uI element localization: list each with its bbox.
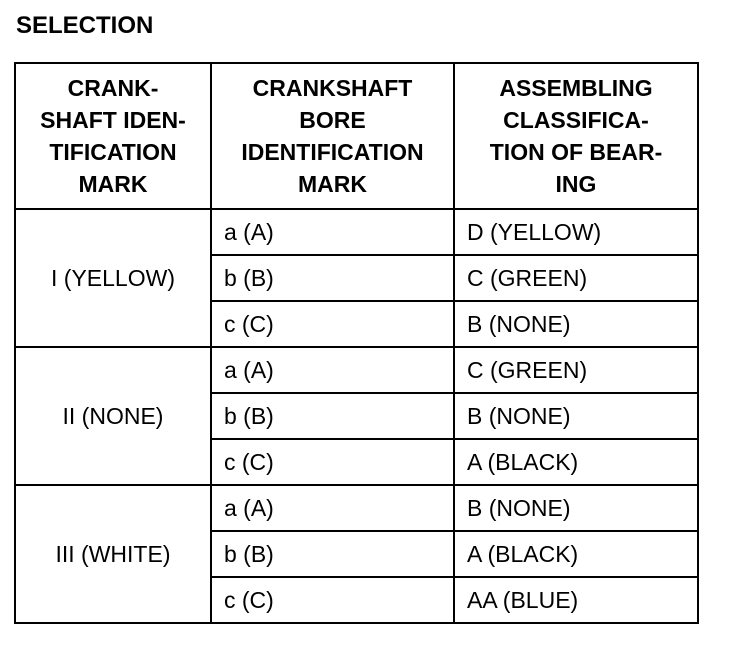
header-line: ASSEMBLING	[499, 75, 653, 101]
bearing-class-cell: D (YELLOW)	[454, 209, 698, 255]
bore-mark-cell: b (B)	[211, 255, 454, 301]
bearing-class-cell: C (GREEN)	[454, 255, 698, 301]
header-line: CRANK-	[67, 75, 159, 101]
bearing-class-cell: A (BLACK)	[454, 531, 698, 577]
table-row	[15, 347, 698, 393]
bore-mark-cell: a (A)	[211, 347, 454, 393]
table-row	[15, 209, 698, 255]
page-title: SELECTION	[16, 12, 154, 39]
crankshaft-mark-cell: I (YELLOW)	[15, 209, 211, 347]
crankshaft-mark-cell: II (NONE)	[15, 347, 211, 485]
header-line: IDENTIFICATION	[241, 139, 424, 165]
bore-mark-cell: a (A)	[211, 485, 454, 531]
bore-mark-cell: c (C)	[211, 301, 454, 347]
bearing-class-cell: C (GREEN)	[454, 347, 698, 393]
bore-mark-cell: a (A)	[211, 209, 454, 255]
header-line: SHAFT IDEN-	[40, 107, 186, 133]
bore-mark-cell: b (B)	[211, 393, 454, 439]
bearing-class-cell: B (NONE)	[454, 485, 698, 531]
table-row	[15, 485, 698, 531]
header-assembling-classification	[454, 63, 698, 209]
header-line: MARK	[298, 171, 367, 197]
bearing-class-cell: B (NONE)	[454, 393, 698, 439]
bearing-class-cell: B (NONE)	[454, 301, 698, 347]
header-line: TION OF BEAR-	[489, 139, 663, 165]
bore-mark-cell: c (C)	[211, 577, 454, 623]
bore-mark-cell: c (C)	[211, 439, 454, 485]
selection-table	[14, 62, 699, 624]
crankshaft-mark-cell: III (WHITE)	[15, 485, 211, 623]
header-line: BORE	[299, 107, 366, 133]
bearing-class-cell: AA (BLUE)	[454, 577, 698, 623]
bore-mark-cell: b (B)	[211, 531, 454, 577]
header-line: MARK	[78, 171, 148, 197]
header-line: TIFICATION	[49, 139, 177, 165]
header-line: ING	[555, 171, 597, 197]
header-row	[15, 63, 698, 209]
bearing-class-cell: A (BLACK)	[454, 439, 698, 485]
header-line: CRANKSHAFT	[252, 75, 413, 101]
header-crankshaft-bore-identification-mark	[211, 63, 454, 209]
header-crankshaft-identification-mark	[15, 63, 211, 209]
header-line: CLASSIFICA-	[503, 107, 649, 133]
